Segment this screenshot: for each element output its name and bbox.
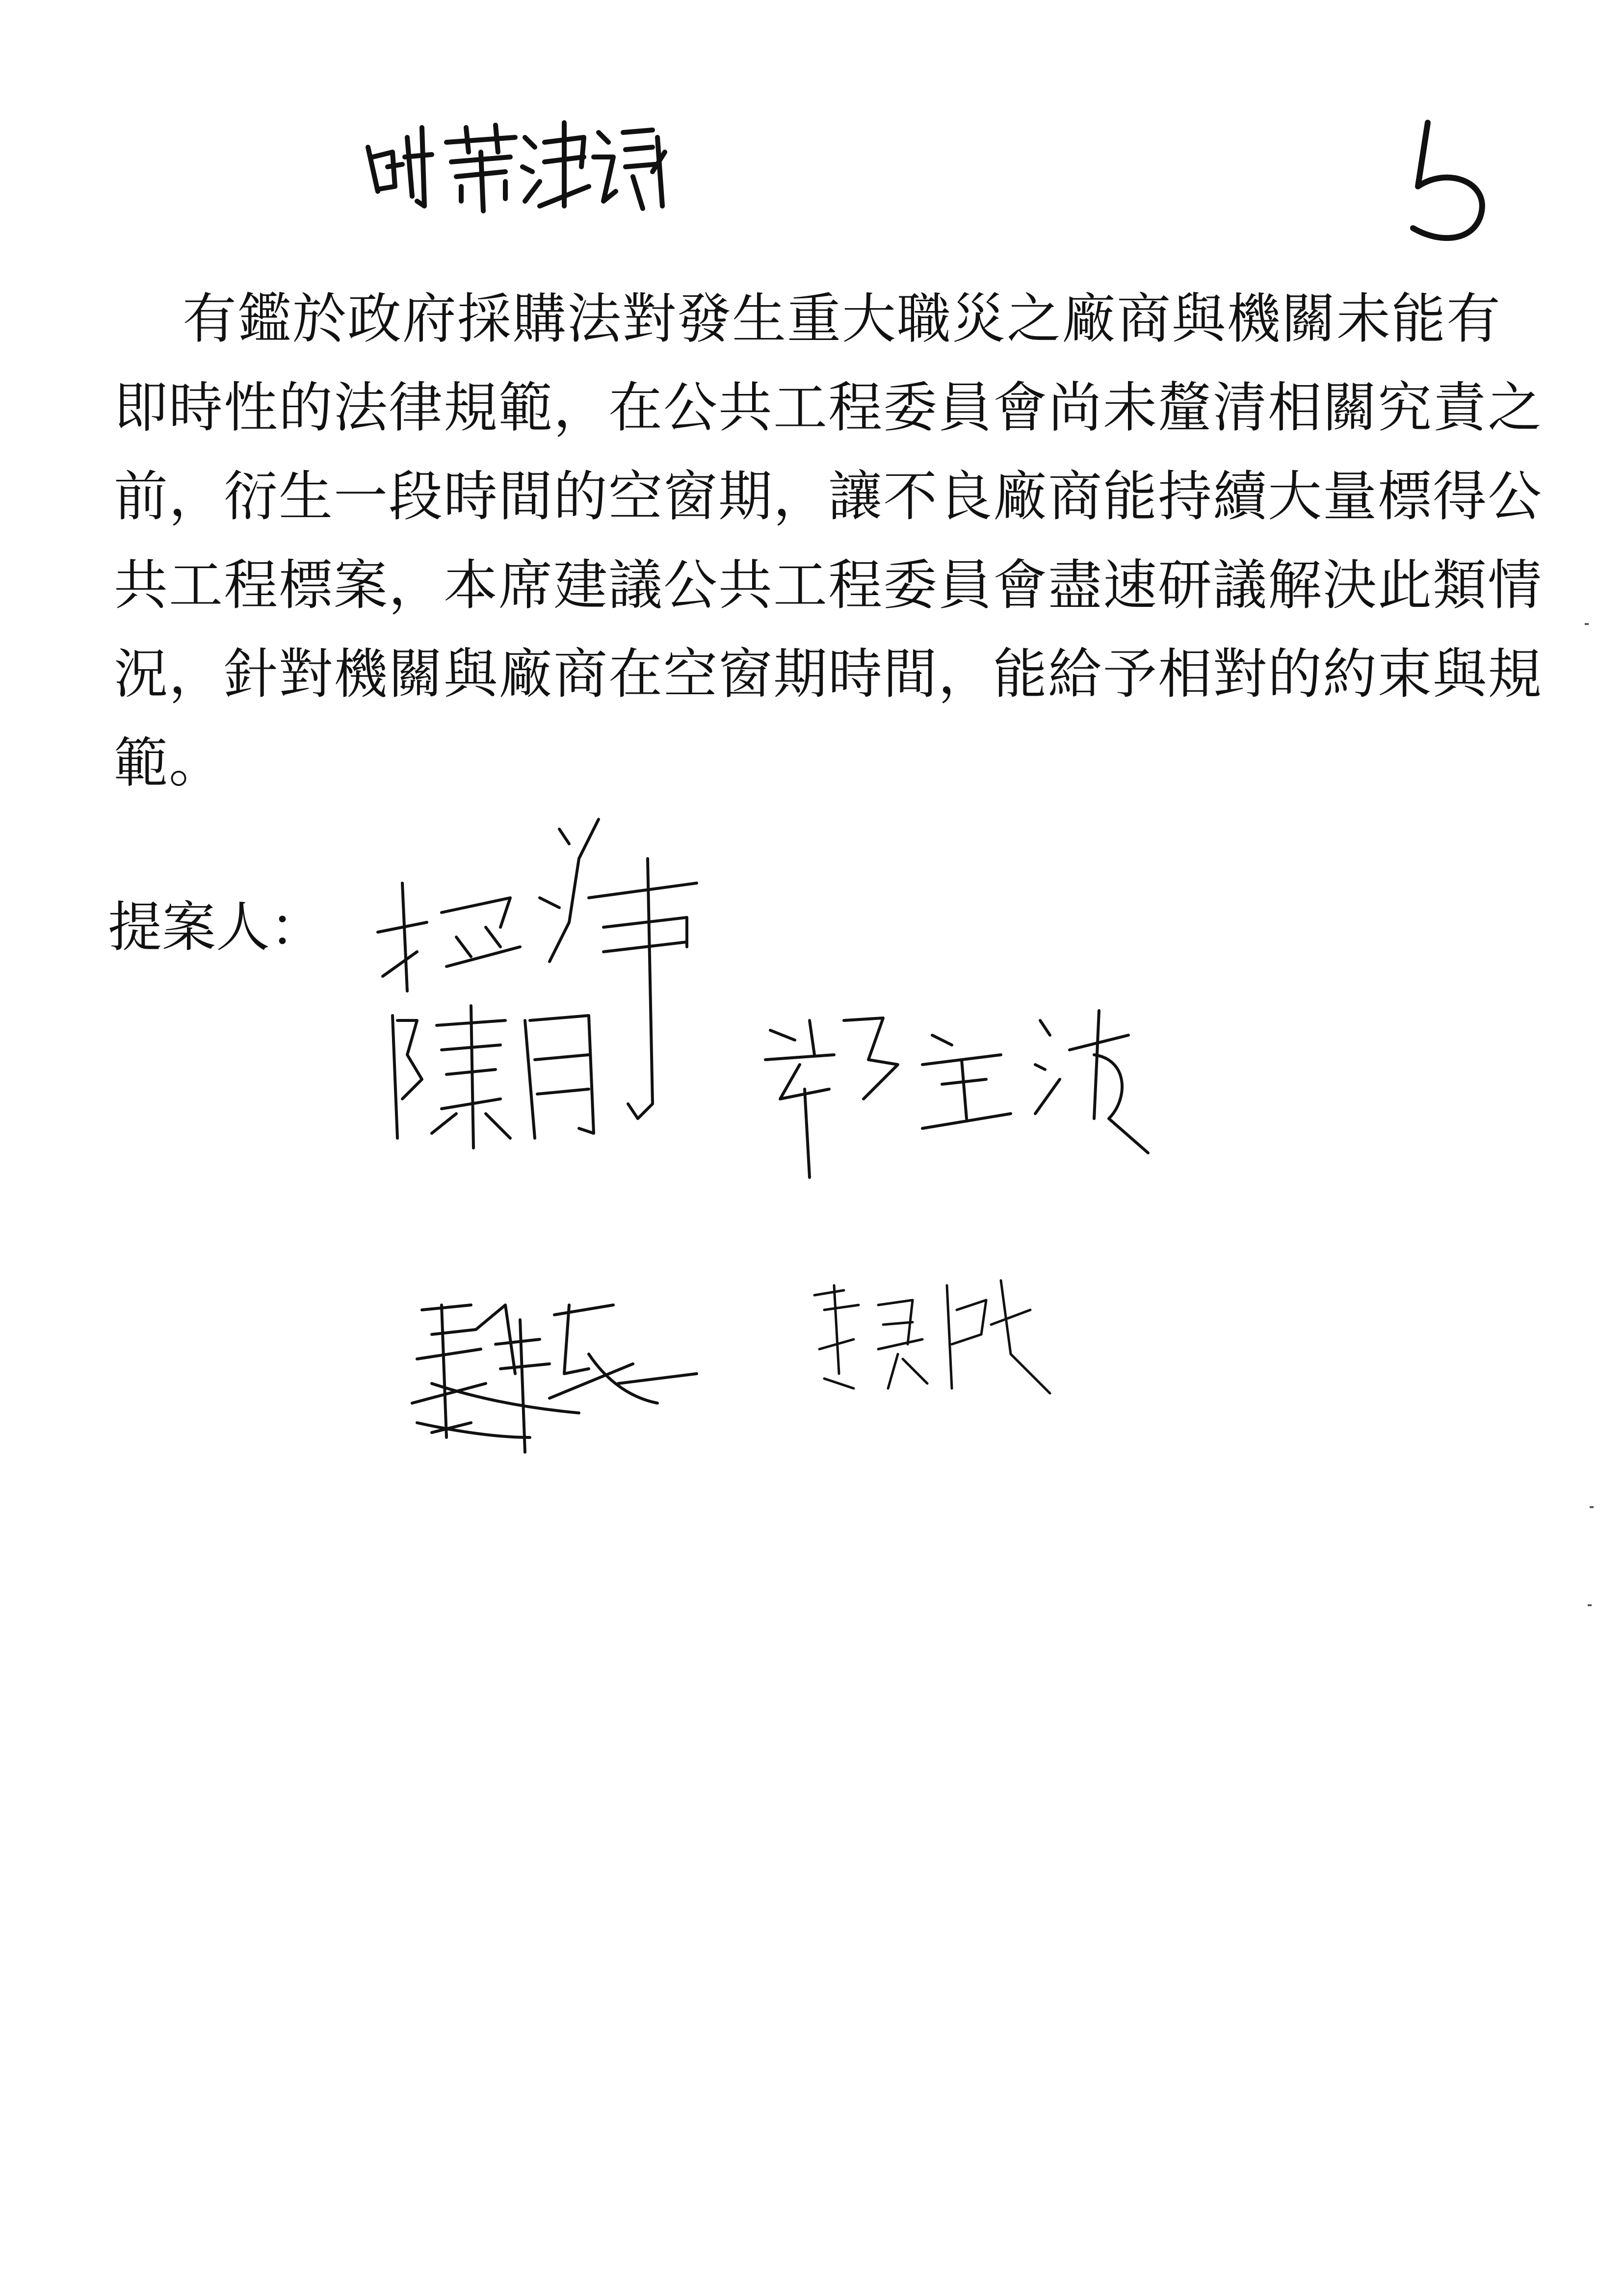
body-line-4: 共工程標案，本席建議公共工程委員會盡速研議解決此類情: [114, 554, 1543, 617]
resolution-body-text: [114, 275, 1543, 808]
body-line-2: 即時性的法律規範，在公共工程委員會尚未釐清相關究責之: [114, 376, 1543, 439]
signature-2: [383, 991, 638, 1158]
body-line-5: 況，針對機關與廠商在空窗期時間，能給予相對的約束與規: [114, 643, 1543, 705]
scan-mark: [1585, 623, 1589, 625]
body-line-1: 有鑑於政府採購法對發生重大職災之廠商與機關未能有: [183, 287, 1501, 350]
scan-mark: [1590, 1506, 1594, 1508]
signature-4: [402, 1276, 707, 1462]
handwritten-heading: [358, 108, 667, 216]
page-number-handwritten: [1398, 113, 1501, 250]
proposer-label: 提案人：: [108, 896, 324, 959]
signature-3: [756, 991, 1187, 1187]
body-line-6: 範。: [114, 731, 224, 794]
body-line-3: 前，衍生一段時間的空窗期，讓不良廠商能持續大量標得公: [114, 465, 1543, 528]
signature-5: [805, 1266, 1060, 1403]
scan-mark: [1588, 1604, 1592, 1606]
